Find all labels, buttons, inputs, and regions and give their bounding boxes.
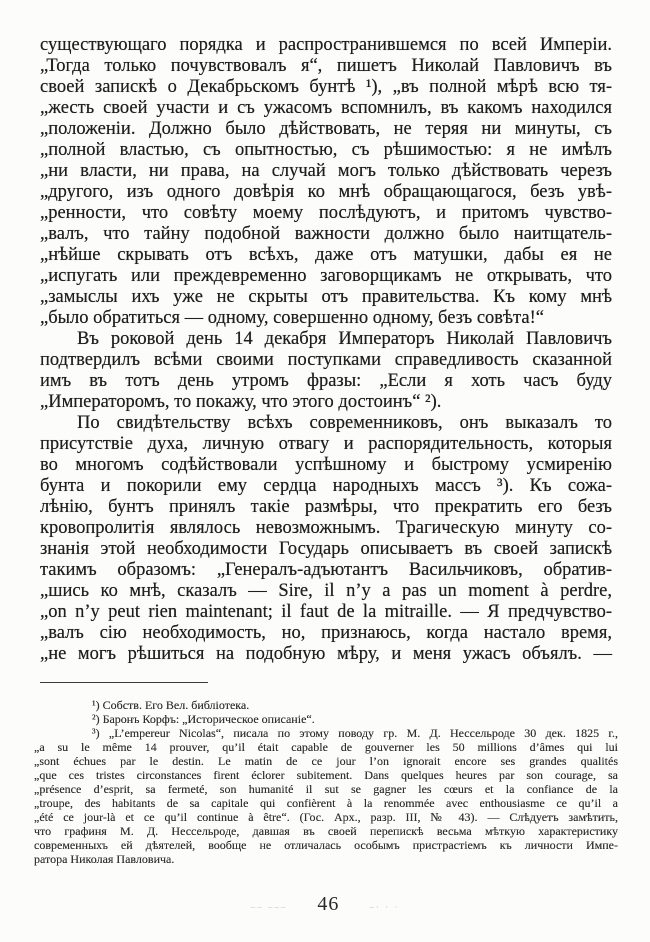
text-line: кровопролитія являлось невозможнымъ. Трагическую минуту со- xyxy=(40,518,612,538)
text-line: „жесть своей участи и съ ужасомъ вспомнилъ, въ какомъ находился xyxy=(40,98,612,118)
page-number: 46 xyxy=(317,893,340,915)
text-line: „шись ко мнѣ, сказалъ — Sire, il n’y a pas un moment à perdre, xyxy=(40,581,612,601)
text-line: „troupe, des habitants de sa capitale qui confièrent à la renommée avec enthousiasme ce qu’il a xyxy=(34,796,618,810)
text-line: знанія этой необходимости Государь описываетъ въ своей запискѣ xyxy=(40,539,612,559)
text-line: По свидѣтельству всѣхъ современниковъ, онъ выказалъ то xyxy=(77,413,612,433)
footnote xyxy=(34,726,618,866)
text-line: подтвердилъ всѣми своими поступками справедливость сказанной xyxy=(40,350,612,370)
text-line: что графиня М. Д. Нессельроде, давшая въ своей перепискѣ весьма мѣткую характеристику xyxy=(34,824,618,838)
text-line: „présence d’esprit, sa fermeté, son humanité il sut se gagner les cœurs et la confiance de la xyxy=(34,782,618,796)
text-line: „замыслы ихъ уже не скрыты отъ правительства. Къ кому мнѣ xyxy=(40,287,612,307)
text-line: „положеніи. Должно было дѣйствовать, не теряя ни минуты, съ xyxy=(40,119,612,139)
text-line: „испугать или преждевременно заговорщикамъ не открывать, что xyxy=(40,266,612,286)
footnote-separator xyxy=(40,682,208,683)
text-line: „ренности, что совѣту моему послѣдуютъ, и притомъ чувство- xyxy=(40,203,612,223)
text-line: „sont échues par le destin. Le matin de ce jour l’on ignorait encore ses grandes qualités xyxy=(34,754,618,768)
text-line: своей запискѣ о Декабрьскомъ бунтѣ ¹), „въ полной мѣрѣ всю тя- xyxy=(40,77,612,97)
text-line: такимъ образомъ: „Генералъ-адъютантъ Васильчиковъ, обратив- xyxy=(40,560,612,580)
text-line: „on n’y peut rien maintenant; il faut de la mitraille. — Я предчувство- xyxy=(40,602,612,622)
text-line: „полной властью, съ опытностью, съ рѣшимостью: я не имѣлъ xyxy=(40,140,612,160)
text-line: „другого, изъ одного довѣрія ко мнѣ обращающагося, безъ увѣ- xyxy=(40,182,612,202)
text-line: „валъ, что тайну подобной важности должно было наитщатель- xyxy=(40,224,612,244)
scan-artifact-right: –· · · xyxy=(369,901,400,912)
page-footer xyxy=(0,893,650,916)
text-line: ратора Николая Павловича. xyxy=(34,852,175,866)
text-line: „Тогда только почувствовалъ я“, пишетъ Николай Павловичъ въ xyxy=(40,56,612,76)
scan-artifact-left: –– ––– xyxy=(250,901,288,912)
text-line: лѣнію, бунтъ принялъ такіе размѣры, что прекратить его безъ xyxy=(40,497,612,517)
text-line: присутствіе духа, личную отвагу и распорядительность, которыя xyxy=(40,434,612,454)
footnotes xyxy=(34,698,618,866)
para xyxy=(40,35,612,329)
para xyxy=(40,329,612,413)
text-line: бунта и покорили ему сердца народныхъ массъ ³). Къ сожа- xyxy=(40,476,612,496)
text-line: „не могъ рѣшиться на подобную мѣру, и меня ужасъ объялъ. — xyxy=(40,644,612,664)
text-line: „валъ сію необходимость, но, признаюсь, когда настало время, xyxy=(40,623,612,643)
text-line: ¹) Собств. Его Вел. библіотека. xyxy=(92,698,250,712)
text-line: „que ces tristes circonstances firent éclorer subitement. Dans quelques heures par son courage, sa xyxy=(34,768,618,782)
body-text xyxy=(40,35,612,665)
footnote xyxy=(34,698,618,712)
text-line: современныхъ ей дѣятелей, вообще не отличалась особымъ пристрастіемъ къ личности Импе- xyxy=(34,838,618,852)
text-line: Въ роковой день 14 декабря Императоръ Николай Павловичъ xyxy=(77,329,612,349)
text-line: существующаго порядка и распространившемся по всей Имперіи. xyxy=(40,35,612,55)
text-line: ³) „L’empereur Nicolas“, писала по этому поводу гр. М. Д. Нессельроде 30 дек. 1825 г., xyxy=(92,726,618,740)
text-line: ²) Баронъ Корфъ: „Историческое описаніе“. xyxy=(92,712,315,726)
text-line: имъ въ тотъ день утромъ фразы: „Если я хоть часъ буду xyxy=(40,371,612,391)
text-line: „нѣйше скрывать отъ всѣхъ, даже отъ матушки, дабы ея не xyxy=(40,245,612,265)
para xyxy=(40,413,612,665)
text-line: „a su le même 14 prouver, qu’il était capable de gouverner les 50 millions d’âmes qui lui xyxy=(34,740,618,754)
text-line: во многомъ содѣйствовали успѣшному и быстрому усмиренію xyxy=(40,455,612,475)
footnote xyxy=(34,712,618,726)
text-line: „ни власти, ни права, на случай могъ только дѣйствовать черезъ xyxy=(40,161,612,181)
text-line: „été ce jour-là et ce qu’il continue à être“. (Гос. Арх., разр. III, № 43). — Слѣдуетъ замѣтить, xyxy=(34,810,618,824)
text-line: „Императоромъ, то покажу, что этого достоинъ“ ²). xyxy=(40,392,442,412)
text-line: „было обратиться — одному, совершенно одному, безъ совѣта!“ xyxy=(40,308,544,328)
